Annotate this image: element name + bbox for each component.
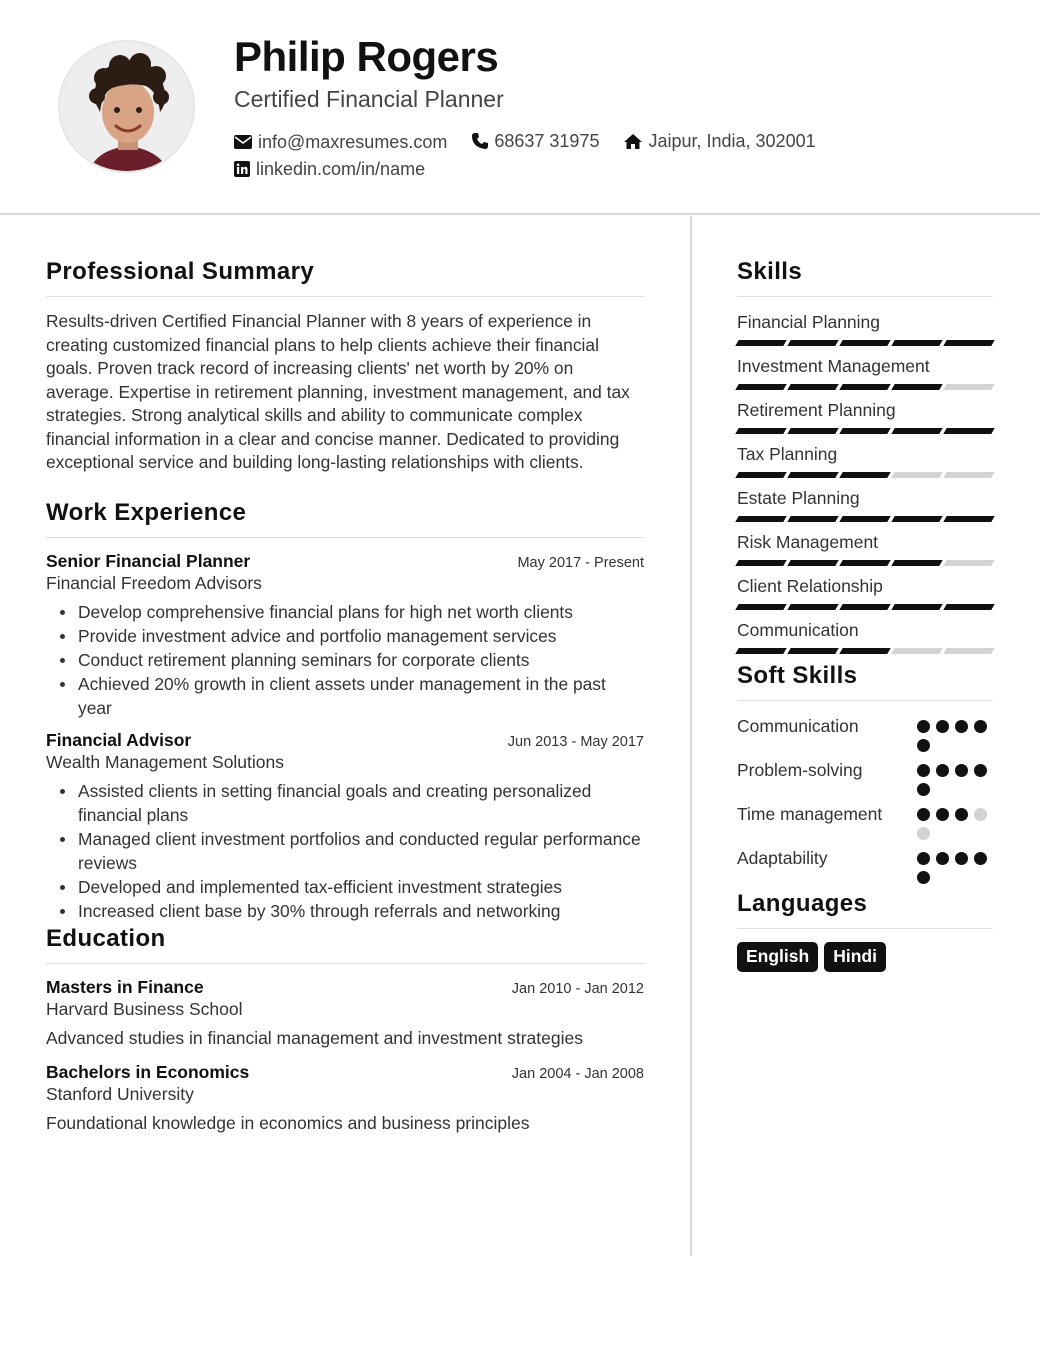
skill-level-bar	[737, 340, 993, 346]
skill-level-segment	[943, 516, 994, 522]
job-company: Financial Freedom Advisors	[46, 572, 262, 593]
bullet-item: Increased client base by 30% through referrals and networking	[60, 899, 644, 923]
skill-name: Investment Management	[737, 356, 930, 376]
contact-linkedin[interactable]	[234, 156, 425, 182]
soft-skill-rating	[917, 714, 993, 752]
skill-level-segment	[839, 384, 890, 390]
skill-level-segment	[943, 340, 994, 346]
language-badge: English	[737, 942, 818, 972]
job-header	[46, 551, 644, 572]
job-title: Senior Financial Planner	[46, 550, 251, 571]
skill-level-segment	[735, 604, 786, 610]
soft-skill-rating	[917, 846, 993, 884]
soft-skill-item	[737, 714, 993, 752]
bullet-item: Provide investment advice and portfolio management services	[60, 624, 644, 648]
skill-level-bar	[737, 472, 993, 478]
job-date: May 2017 - Present	[517, 554, 644, 571]
job-date: Jun 2013 - May 2017	[507, 733, 644, 750]
skill-level-segment	[787, 428, 838, 434]
skill-name: Tax Planning	[737, 444, 838, 464]
skill-level-segment	[735, 340, 786, 346]
skill-item	[737, 618, 993, 654]
rating-dot	[936, 720, 949, 733]
linkedin-icon	[234, 161, 250, 177]
skill-item	[737, 354, 993, 390]
skill-item	[737, 442, 993, 478]
rating-dot	[955, 808, 968, 821]
skill-level-segment	[891, 472, 942, 478]
skill-level-segment	[787, 516, 838, 522]
skill-item	[737, 530, 993, 566]
job-company: Wealth Management Solutions	[46, 751, 285, 772]
rating-dot	[936, 764, 949, 777]
bullet-item: Develop comprehensive financial plans for high net worth clients	[60, 600, 644, 624]
skill-level-segment	[735, 516, 786, 522]
skill-level-segment	[891, 604, 942, 610]
skill-level-segment	[943, 384, 994, 390]
skill-level-segment	[787, 604, 838, 610]
rating-dot	[955, 852, 968, 865]
summary-text: Results-driven Certified Financial Planner with 8 years of experience in creating customized financial plans to help clients achieve their financial goals. Proven track record of increasing clients' net worth by 20% on average. Expertise in retirement planning, investment management, and tax strategies. Strong analytical skills and ability to communicate complex financial information in a clear and concise manner. Dedicated to providing exceptional service and building long-lasting relationships with clients.	[46, 311, 630, 472]
skill-name: Estate Planning	[737, 488, 860, 508]
soft-skill-item	[737, 846, 993, 884]
contact-phone[interactable]	[472, 128, 599, 154]
email-text: info@maxresumes.com	[258, 131, 448, 152]
skill-level-segment	[839, 428, 890, 434]
rating-dot	[917, 739, 930, 752]
skills-heading: Skills	[737, 258, 993, 297]
rating-dot	[974, 808, 987, 821]
rating-dot	[917, 783, 930, 796]
envelope-icon	[234, 135, 252, 149]
soft-skill-name: Adaptability	[737, 848, 828, 868]
skill-name: Client Relationship	[737, 576, 883, 596]
skill-level-segment	[735, 428, 786, 434]
column-divider	[690, 216, 692, 1256]
soft-skill-name: Time management	[737, 804, 883, 824]
rating-dot	[917, 720, 930, 733]
skill-level-segment	[891, 516, 942, 522]
education-list	[46, 977, 644, 1135]
skill-level-segment	[839, 472, 890, 478]
skill-level-segment	[787, 384, 838, 390]
soft-skill-name: Communication	[737, 716, 859, 736]
rating-dot	[974, 720, 987, 733]
skill-name: Retirement Planning	[737, 400, 896, 420]
skill-level-segment	[735, 384, 786, 390]
skill-level-segment	[891, 560, 942, 566]
rating-dot	[955, 764, 968, 777]
soft-skills-list	[737, 714, 993, 884]
skill-level-segment	[943, 648, 994, 654]
skill-level-segment	[839, 340, 890, 346]
skill-name: Communication	[737, 620, 859, 640]
candidate-title: Certified Financial Planner	[234, 86, 504, 112]
skill-level-segment	[891, 340, 942, 346]
rating-dot	[917, 764, 930, 777]
rating-dot	[974, 764, 987, 777]
bullet-item: Conduct retirement planning seminars for corporate clients	[60, 648, 644, 672]
job-header	[46, 730, 644, 751]
contact-address	[624, 129, 815, 155]
skill-level-segment	[787, 340, 838, 346]
skill-level-segment	[943, 472, 994, 478]
soft-skill-rating	[917, 802, 993, 840]
rating-dot	[974, 852, 987, 865]
education-heading: Education	[46, 925, 644, 964]
phone-text: 68637 31975	[494, 130, 600, 151]
education-description: Foundational knowledge in economics and business principles	[46, 1112, 530, 1133]
skill-level-bar	[737, 516, 993, 522]
job-bullets	[46, 600, 644, 720]
skill-level-segment	[943, 428, 994, 434]
bullet-item: Achieved 20% growth in client assets under management in the past year	[60, 672, 644, 720]
phone-icon	[472, 133, 488, 149]
education-entry	[46, 977, 644, 1050]
skill-level-segment	[839, 560, 890, 566]
skill-item	[737, 574, 993, 610]
job-title: Financial Advisor	[46, 729, 192, 750]
skill-level-bar	[737, 560, 993, 566]
bullet-item: Managed client investment portfolios and conducted regular performance reviews	[60, 827, 644, 875]
rating-dot	[936, 852, 949, 865]
school-name: Stanford University	[46, 1083, 194, 1104]
linkedin-text: linkedin.com/in/name	[256, 158, 426, 179]
candidate-name: Philip Rogers	[234, 33, 499, 80]
skill-level-bar	[737, 648, 993, 654]
skill-level-segment	[787, 560, 838, 566]
bullet-item: Developed and implemented tax-efficient investment strategies	[60, 875, 644, 899]
bullet-item: Assisted clients in setting financial goals and creating personalized financial plans	[60, 779, 644, 827]
school-name: Harvard Business School	[46, 998, 243, 1019]
skill-level-segment	[943, 560, 994, 566]
sidebar-column	[737, 258, 993, 972]
skill-level-bar	[737, 604, 993, 610]
skill-level-segment	[735, 472, 786, 478]
education-header	[46, 1062, 644, 1083]
summary-heading: Professional Summary	[46, 258, 644, 297]
rating-dot	[936, 808, 949, 821]
home-icon	[624, 134, 642, 149]
languages-heading: Languages	[737, 890, 993, 929]
degree-title: Masters in Finance	[46, 976, 204, 997]
contact-info	[234, 128, 994, 182]
education-entry	[46, 1062, 644, 1135]
main-column	[46, 258, 644, 1147]
languages-list	[737, 942, 993, 972]
resume-header	[0, 0, 1040, 215]
soft-skill-rating	[917, 758, 993, 796]
skill-name: Risk Management	[737, 532, 879, 552]
skill-item	[737, 310, 993, 346]
experience-heading: Work Experience	[46, 499, 644, 538]
skill-level-segment	[735, 560, 786, 566]
skill-item	[737, 398, 993, 434]
rating-dot	[917, 808, 930, 821]
education-date: Jan 2010 - Jan 2012	[511, 980, 644, 997]
education-date: Jan 2004 - Jan 2008	[511, 1065, 644, 1082]
soft-skills-heading: Soft Skills	[737, 662, 993, 701]
skill-level-segment	[839, 604, 890, 610]
soft-skill-name: Problem-solving	[737, 760, 863, 780]
skill-name: Financial Planning	[737, 312, 881, 332]
rating-dot	[917, 871, 930, 884]
skill-level-segment	[891, 428, 942, 434]
job-entry	[46, 551, 644, 720]
contact-email[interactable]	[234, 129, 447, 155]
skills-list	[737, 310, 993, 654]
skill-level-segment	[839, 648, 890, 654]
job-list	[46, 551, 644, 923]
job-bullets	[46, 779, 644, 923]
skill-level-segment	[735, 648, 786, 654]
skill-level-segment	[891, 384, 942, 390]
skill-level-bar	[737, 428, 993, 434]
avatar-illustration	[60, 42, 195, 173]
skill-level-segment	[839, 516, 890, 522]
language-badge: Hindi	[824, 942, 886, 972]
soft-skill-item	[737, 802, 993, 840]
rating-dot	[917, 852, 930, 865]
soft-skill-item	[737, 758, 993, 796]
profile-photo	[58, 40, 195, 173]
skill-level-segment	[943, 604, 994, 610]
skill-item	[737, 486, 993, 522]
skill-level-segment	[787, 472, 838, 478]
rating-dot	[955, 720, 968, 733]
rating-dot	[917, 827, 930, 840]
address-text: Jaipur, India, 302001	[648, 131, 816, 151]
skill-level-segment	[787, 648, 838, 654]
skill-level-bar	[737, 384, 993, 390]
education-header	[46, 977, 644, 998]
education-description: Advanced studies in financial management and investment strategies	[46, 1027, 583, 1048]
degree-title: Bachelors in Economics	[46, 1061, 250, 1082]
skill-level-segment	[891, 648, 942, 654]
job-entry	[46, 730, 644, 923]
